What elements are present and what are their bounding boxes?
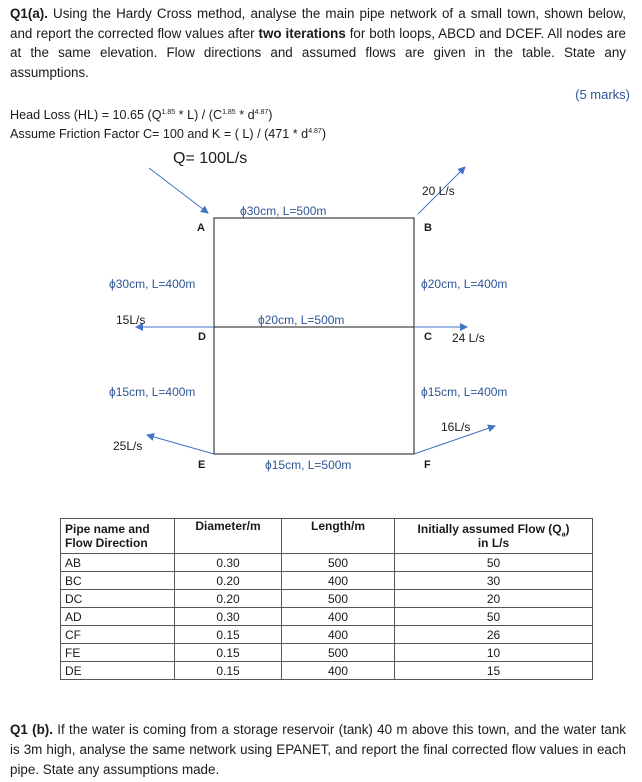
cell-initial-flow: 50	[395, 608, 593, 626]
node-f-label: F	[424, 459, 431, 471]
pipe-dc-label: ϕ20cm, L=500m	[258, 313, 345, 327]
cell-diameter: 0.15	[175, 626, 282, 644]
cell-length: 400	[282, 662, 395, 680]
table-row	[61, 662, 593, 680]
cell-pipe-name: BC	[61, 572, 175, 590]
formula-part: * d	[235, 108, 255, 122]
header-pipe-name	[61, 519, 175, 554]
cell-diameter: 0.20	[175, 590, 282, 608]
cell-pipe-name: AD	[61, 608, 175, 626]
header-diameter: Diameter/m	[175, 519, 282, 554]
question-1a-text-2: for both loops, ABCD and DCEF. All nodes are at the same elevation. Flow directions and assumed flows are given in the table. State any assumptions.	[10, 25, 626, 80]
table-row	[61, 626, 593, 644]
pipe-bc-label: ϕ20cm, L=400m	[421, 277, 508, 291]
formula-exponent: 1.85	[222, 109, 236, 116]
header-text: )	[565, 522, 570, 536]
question-1b	[10, 720, 626, 780]
node-b-label: B	[424, 222, 432, 234]
cell-initial-flow: 10	[395, 644, 593, 662]
demand-d-label: 15L/s	[116, 313, 146, 327]
node-a-label: A	[197, 222, 205, 234]
demand-e-label: 25L/s	[113, 439, 143, 453]
formula-exponent: 4.87	[254, 109, 269, 116]
marks-label: (5 marks)	[575, 87, 630, 102]
header-text: Flow Direction	[65, 536, 148, 550]
header-length: Length/m	[282, 519, 395, 554]
cell-length: 500	[282, 554, 395, 572]
cell-length: 500	[282, 590, 395, 608]
cell-pipe-name: AB	[61, 554, 175, 572]
cell-pipe-name: DE	[61, 662, 175, 680]
table-row	[61, 572, 593, 590]
node-e-label: E	[198, 459, 206, 471]
formula-exponent: 4.87	[308, 128, 322, 135]
network-outline	[214, 218, 414, 454]
header-initial-flow	[395, 519, 593, 554]
formula-part: * L) / (C	[175, 108, 223, 122]
question-1a-bold: two iterations	[258, 25, 346, 41]
demand-e-arrow	[147, 435, 214, 454]
inflow-arrow	[149, 168, 208, 213]
cell-length: 400	[282, 572, 395, 590]
cell-initial-flow: 30	[395, 572, 593, 590]
table-row	[61, 554, 593, 572]
formula-part: )	[268, 108, 273, 122]
formula-exponent: 1.85	[161, 109, 176, 116]
formula-part: Head Loss (HL) = 10.65 (Q	[10, 108, 162, 122]
node-d-label: D	[198, 331, 206, 343]
table-row	[61, 644, 593, 662]
header-subscript: a	[561, 531, 566, 539]
formula-part: )	[321, 127, 327, 141]
table-row	[61, 608, 593, 626]
pipe-ad-label: ϕ30cm, L=400m	[109, 277, 196, 291]
cell-length: 500	[282, 644, 395, 662]
cell-diameter: 0.15	[175, 662, 282, 680]
cell-diameter: 0.15	[175, 644, 282, 662]
pipe-ab-label: ϕ30cm, L=500m	[240, 204, 327, 218]
pipe-cf-label: ϕ15cm, L=400m	[421, 385, 508, 399]
inflow-label: Q= 100L/s	[173, 150, 248, 167]
table-header-row	[61, 519, 593, 554]
cell-initial-flow: 15	[395, 662, 593, 680]
table-row	[61, 590, 593, 608]
pipe-de-label: ϕ15cm, L=400m	[109, 385, 196, 399]
demand-f-label: 16L/s	[441, 420, 471, 434]
pipe-data-table	[60, 518, 593, 680]
cell-pipe-name: DC	[61, 590, 175, 608]
header-text: in L/s	[477, 536, 510, 550]
cell-length: 400	[282, 608, 395, 626]
question-1a-text-1: Using the Hardy Cross method, analyse the main pipe network of a small town, shown below, and report the corrected flow values after	[10, 6, 626, 41]
header-text: Initially assumed Flow (Q	[417, 522, 562, 536]
cell-diameter: 0.30	[175, 554, 282, 572]
pipe-ef-label: ϕ15cm, L=500m	[265, 458, 352, 472]
demand-b-label: 20 L/s	[422, 184, 455, 198]
formula-part: Assume Friction Factor C= 100 and K = ( L) / (471 * d	[10, 127, 309, 141]
question-1b-text: If the water is coming from a storage reservoir (tank) 40 m above this town, and the water tank is 3m high, analyse the same network using EPANET, and report the final corrected flow values in each pipe. State any assumptions made.	[10, 722, 627, 777]
cell-diameter: 0.30	[175, 608, 282, 626]
demand-c-label: 24 L/s	[452, 331, 485, 345]
question-1a-label: Q1(a).	[10, 6, 48, 21]
cell-length: 400	[282, 626, 395, 644]
node-c-label: C	[424, 331, 432, 343]
cell-initial-flow: 26	[395, 626, 593, 644]
cell-pipe-name: CF	[61, 626, 175, 644]
cell-diameter: 0.20	[175, 572, 282, 590]
cell-initial-flow: 20	[395, 590, 593, 608]
header-text: Pipe name and	[65, 522, 150, 536]
cell-initial-flow: 50	[395, 554, 593, 572]
cell-pipe-name: FE	[61, 644, 175, 662]
question-1b-label: Q1 (b).	[10, 722, 53, 737]
